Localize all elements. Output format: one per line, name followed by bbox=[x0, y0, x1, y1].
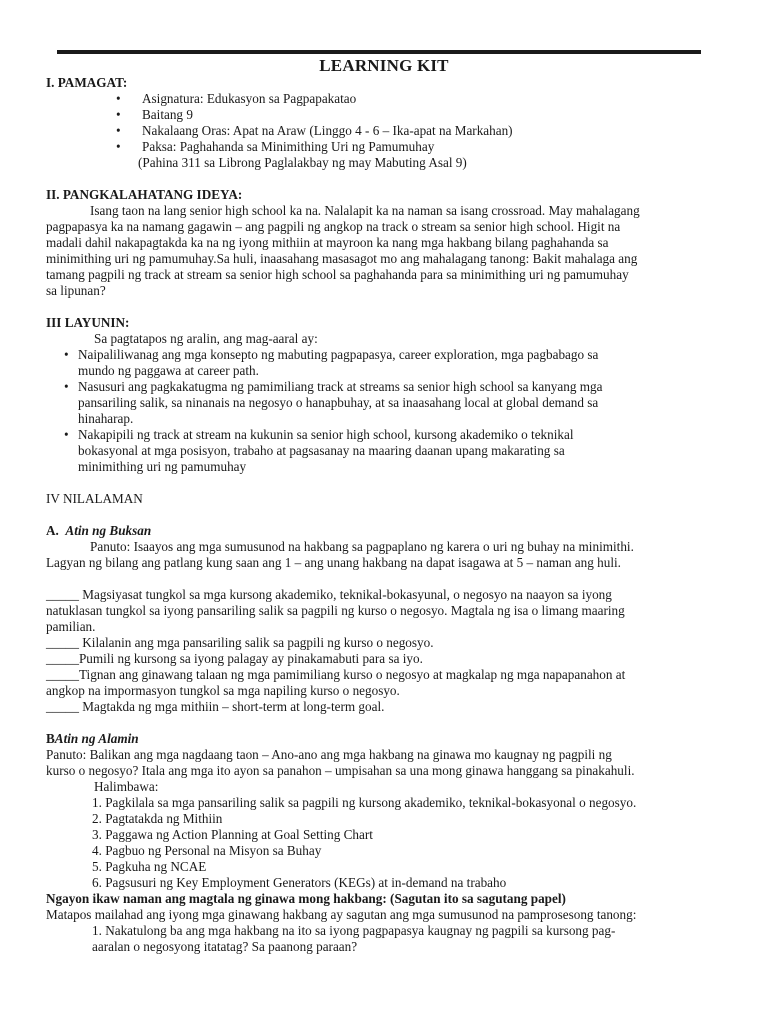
bullet-icon: • bbox=[64, 427, 69, 442]
subsection-b-heading: BAtin ng Alamin bbox=[46, 731, 139, 746]
section-ideya-heading: II. PANGKALAHATANG IDEYA: bbox=[46, 187, 243, 202]
bullet-icon: • bbox=[116, 139, 121, 154]
ordering-item: _____ Kilalanin ang mga pansariling salik sa pagpili ng kurso o negosyo. bbox=[46, 635, 434, 650]
halimbawa-item: 6. Pagsusuri ng Key Employment Generators (KEGs) at in-demand na trabaho bbox=[92, 875, 507, 890]
section-layunin-heading: III LAYUNIN: bbox=[46, 315, 130, 330]
ordering-item: _____ Magsiyasat tungkol sa mga kursong akademiko, teknikal-bokasyunal, o negosyo na naayon sa iyong natuklasan tungkol sa iyong pansariling salik sa pagpili ng kurso o negosyo. Magtala ng isa o limang maaring pamilian. bbox=[46, 587, 625, 634]
pamagat-note: (Pahina 311 sa Librong Paglalakbay ng may Mabuting Asal 9) bbox=[138, 155, 467, 170]
pamagat-item: • Asignatura: Edukasyon sa Pagpapakatao bbox=[116, 91, 357, 106]
ordering-item: _____Pumili ng kursong sa iyong palagay ay pinakamabuti para sa iyo. bbox=[46, 651, 423, 666]
instruction-bold: Ngayon ikaw naman ang magtala ng ginawa mong hakbang: (Sagutan ito sa sagutang papel) bbox=[46, 891, 566, 906]
section-nilalaman-heading: IV NILALAMAN bbox=[46, 491, 143, 506]
halimbawa-item: 2. Pagtatakda ng Mithiin bbox=[92, 811, 223, 826]
subsection-b-panuto: Panuto: Balikan ang mga nagdaang taon – Ano-ano ang mga hakbang na ginawa mo kaugnay ng pagpili ng kurso o negosyo? Itala ang mga ito ayon sa panahon – umpisahan sa una mong ginawa hanggang sa pinakahuli. bbox=[46, 747, 635, 778]
layunin-item: • Naipaliliwanag ang mga konsepto ng mabuting pagpapasya, career exploration, mga pagbabago sa mundo ng paggawa at career path. bbox=[64, 347, 599, 378]
bullet-icon: • bbox=[64, 379, 69, 394]
question-item: 1. Nakatulong ba ang mga hakbang na ito sa iyong pagpapasya kaugnay ng pagpili sa kursong pag- aaralan o negosyong itatatag? Sa paanong paraan? bbox=[92, 923, 616, 954]
ideya-paragraph: Isang taon na lang senior high school ka na. Nalalapit ka na naman sa isang crossroad. May mahalagang pagpapasya ka na namang gagawin – ang pagpili ng angkop na track o stream sa senior high school. Higit na madali dahil nakapagtakda ka na ng iyong mithiin at mayroon ka nang mga hakbang bilang paghahanda sa minimithing uri ng pamumuhay.Sa huli, inaasahang masasagot mo ang mahalagang tanong: Bakit mahalaga ang tamang pagpili ng track at stream sa senior high school sa paghahanda para sa minimithing uri ng pamumuhay sa lipunan? bbox=[46, 203, 640, 298]
document-body bbox=[46, 75, 722, 955]
page-title: LEARNING KIT bbox=[319, 56, 449, 75]
layunin-item: • Nakapipili ng track at stream na kukunin sa senior high school, kursong akademiko o teknikal bokasyonal at mga posisyon, trabaho at pagsasanay na maaring daanan upang makarating sa minimithing uri ng pamumuhay bbox=[64, 427, 574, 474]
subsection-a-heading: A. Atin ng Buksan bbox=[46, 523, 152, 538]
bullet-icon: • bbox=[116, 91, 121, 106]
bullet-icon: • bbox=[116, 107, 121, 122]
halimbawa-item: 4. Pagbuo ng Personal na Misyon sa Buhay bbox=[92, 843, 322, 858]
layunin-item: • Nasusuri ang pagkakatugma ng pamimiliang track at streams sa senior high school sa kanyang mga pansariling salik, sa ninanais na negosyo o hanapbuhay, at sa inaasahang local at global demand sa hinaharap. bbox=[64, 379, 603, 426]
ordering-item: _____ Magtakda ng mga mithiin – short-term at long-term goal. bbox=[46, 699, 385, 714]
layunin-intro: Sa pagtatapos ng aralin, ang mag-aaral ay: bbox=[94, 331, 318, 346]
subsection-a-panuto: Panuto: Isaayos ang mga sumusunod na hakbang sa pagpaplano ng karera o uri ng buhay na minimithi. Lagyan ng bilang ang patlang kung saan ang 1 – ang unang hakbang na dapat isagawa at 5 – naman ang huli. bbox=[46, 539, 634, 570]
halimbawa-item: 1. Pagkilala sa mga pansariling salik sa pagpili ng kursong akademiko, teknikal-bokasyonal o negosyo. bbox=[92, 795, 637, 810]
section-pamagat-heading: I. PAMAGAT: bbox=[46, 75, 128, 90]
halimbawa-item: 5. Pagkuha ng NCAE bbox=[92, 859, 207, 874]
pamagat-item: • Baitang 9 bbox=[116, 107, 193, 122]
bullet-icon: • bbox=[64, 347, 69, 362]
top-rule bbox=[57, 50, 701, 54]
halimbawa-item: 3. Paggawa ng Action Planning at Goal Setting Chart bbox=[92, 827, 373, 842]
pamagat-item: • Nakalaang Oras: Apat na Araw (Linggo 4 - 6 – Ika-apat na Markahan) bbox=[116, 123, 513, 138]
pamagat-item: • Paksa: Paghahanda sa Minimithing Uri ng Pamumuhay bbox=[116, 139, 435, 154]
instruction-matapos: Matapos mailahad ang iyong mga ginawang hakbang ay sagutan ang mga sumusunod na pamprosesong tanong: bbox=[46, 907, 637, 922]
ordering-item: _____Tignan ang ginawang talaan ng mga pamimiliang kurso o negosyo at magkalap ng mga napapanahon at angkop na impormasyon tungkol sa mga napiling kurso o negosyo. bbox=[46, 667, 626, 698]
bullet-icon: • bbox=[116, 123, 121, 138]
halimbawa-label: Halimbawa: bbox=[94, 779, 159, 794]
